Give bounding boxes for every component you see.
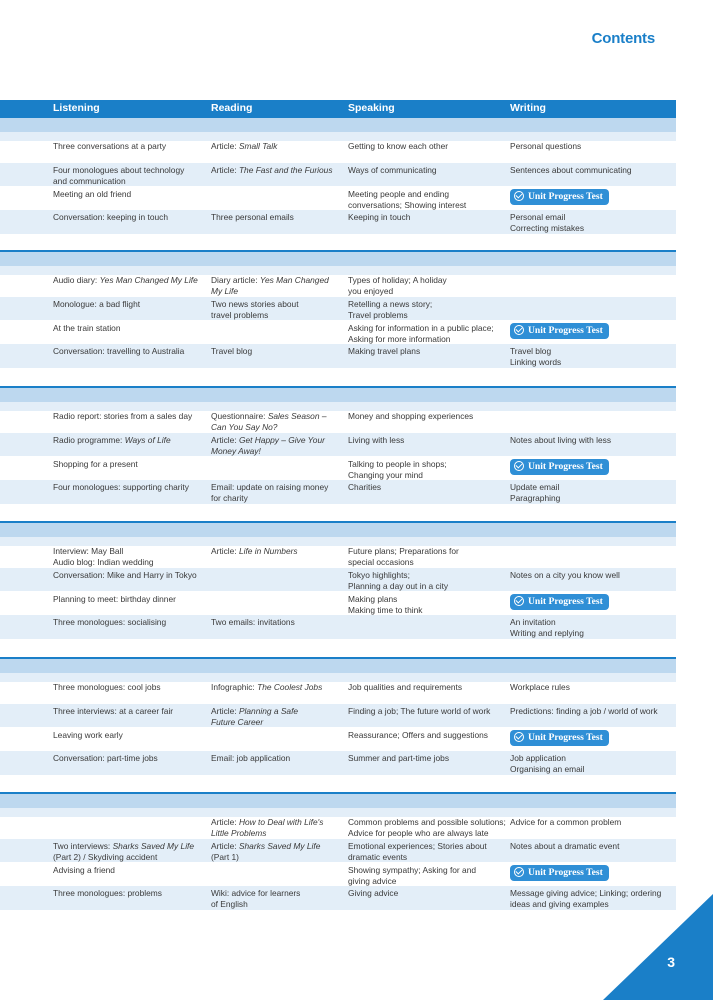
- unit-title-bar: [0, 657, 676, 673]
- header-speaking: Speaking: [348, 102, 395, 114]
- speaking-cell: [348, 323, 506, 345]
- table-row: [0, 839, 676, 862]
- cell-text: Two emails: invitations: [211, 617, 295, 627]
- cell-text: Travel blog: [510, 346, 552, 356]
- cell-text: travel problems: [211, 310, 269, 320]
- cell-text: Charities: [348, 482, 382, 492]
- page-title: Contents: [591, 30, 655, 47]
- italic-title: Can You Say No?: [211, 422, 278, 432]
- unit-title-bar: [0, 250, 676, 266]
- cell-text: [211, 286, 343, 297]
- reading-cell: [211, 435, 343, 457]
- table-row: [0, 751, 676, 775]
- unit-progress-test-badge: [510, 189, 609, 205]
- speaking-cell: [348, 730, 506, 741]
- cell-text: Article: Get Happy – Give Your: [211, 435, 325, 445]
- cell-text: Email: update on raising money: [211, 482, 329, 492]
- table-row: [0, 187, 676, 210]
- writing-cell: [510, 682, 675, 693]
- checkmark-icon: [514, 325, 524, 335]
- italic-title: Money Away!: [211, 446, 261, 456]
- writing-cell: [510, 212, 675, 234]
- listening-cell: [53, 706, 205, 717]
- listening-cell: [53, 594, 205, 605]
- cell-text: Conversation: Mike and Harry in Tokyo: [53, 570, 197, 580]
- cell-text: Changing your mind: [348, 470, 423, 480]
- cell-text: Talking to people in shops;: [348, 459, 447, 469]
- italic-title: Sales Season –: [267, 411, 327, 421]
- cell-text: Finding a job; The future world of work: [348, 706, 491, 716]
- cell-text: Workplace rules: [510, 682, 570, 692]
- cell-text: Common problems and possible solutions;: [348, 817, 506, 827]
- cell-text: Living with less: [348, 435, 405, 445]
- table-row: [0, 273, 676, 296]
- cell-text: Types of holiday; A holiday: [348, 275, 447, 285]
- checkmark-icon: [514, 732, 524, 742]
- unit-progress-test-badge: [510, 594, 609, 610]
- cell-text: Interview: May Ball: [53, 546, 124, 556]
- table-row: [0, 163, 676, 186]
- speaking-cell: [348, 411, 506, 422]
- writing-cell: [510, 594, 675, 610]
- writing-cell: [510, 189, 675, 205]
- unit-progress-test-label: Unit Progress Test: [528, 191, 603, 202]
- cell-text: Retelling a news story;: [348, 299, 433, 309]
- reading-cell: [211, 165, 343, 176]
- cell-text: Advice for people who are always late: [348, 828, 489, 838]
- cell-text: Asking for more information: [348, 334, 451, 344]
- cell-text: Planning a day out in a city: [348, 581, 449, 591]
- speaking-cell: [348, 594, 506, 616]
- listening-cell: [53, 753, 205, 764]
- unit-progress-test-badge: [510, 730, 609, 746]
- table-row: [0, 592, 676, 615]
- speaking-cell: [348, 459, 506, 481]
- cell-text: Article: How to Deal with Life's: [211, 817, 324, 827]
- italic-title: Sharks Saved My Life: [238, 841, 321, 851]
- listening-cell: [53, 141, 205, 152]
- unit-progress-test-badge: [510, 459, 609, 475]
- cell-text: Questionnaire: Sales Season –: [211, 411, 327, 421]
- table-row: [0, 568, 676, 591]
- cell-text: Summer and part-time jobs: [348, 753, 450, 763]
- table-row: [0, 815, 676, 838]
- table-row: [0, 433, 676, 456]
- reading-cell: [211, 546, 343, 557]
- listening-cell: [53, 546, 205, 568]
- header-listening: Listening: [53, 102, 100, 114]
- page-corner-triangle: [603, 894, 713, 1000]
- cell-text: Three monologues: problems: [53, 888, 162, 898]
- cell-text: Three conversations at a party: [53, 141, 167, 151]
- speaking-cell: [348, 570, 506, 592]
- listening-cell: [53, 435, 205, 446]
- writing-cell: [510, 459, 675, 475]
- cell-text: Personal questions: [510, 141, 582, 151]
- cell-text: Notes on a city you know well: [510, 570, 620, 580]
- cell-text: Radio report: stories from a sales day: [53, 411, 193, 421]
- cell-text: Travel problems: [348, 310, 408, 320]
- cell-text: Writing and replying: [510, 628, 584, 638]
- listening-cell: [53, 570, 205, 581]
- speaking-cell: [348, 275, 506, 297]
- table-row: [0, 704, 676, 727]
- listening-cell: [53, 865, 205, 876]
- cell-text: Article: Small Talk: [211, 141, 278, 151]
- cell-text: Three monologues: cool jobs: [53, 682, 161, 692]
- cell-text: Shopping for a present: [53, 459, 138, 469]
- italic-title: Yes Man Changed My Life: [99, 275, 198, 285]
- page-number: 3: [667, 954, 675, 970]
- speaking-cell: [348, 682, 506, 693]
- cell-text: Article: The Fast and the Furious: [211, 165, 333, 175]
- cell-text: Audio blog: Indian wedding: [53, 557, 154, 567]
- writing-cell: [510, 165, 675, 176]
- cell-text: Organising an email: [510, 764, 585, 774]
- cell-text: (Part 1): [211, 852, 239, 862]
- speaking-cell: [348, 435, 506, 446]
- cell-text: Two interviews: Sharks Saved My Life: [53, 841, 195, 851]
- cell-text: (Part 2) / Skydiving accident: [53, 852, 158, 862]
- cell-text: special occasions: [348, 557, 414, 567]
- italic-title: Get Happy – Give Your: [238, 435, 325, 445]
- writing-cell: [510, 706, 675, 717]
- cell-text: Personal email: [510, 212, 566, 222]
- italic-title: Ways of Life: [124, 435, 171, 445]
- italic-title: Sharks Saved My Life: [112, 841, 195, 851]
- table-row: [0, 680, 676, 703]
- writing-cell: [510, 730, 675, 746]
- writing-cell: [510, 570, 675, 581]
- reading-cell: [211, 817, 343, 839]
- speaking-cell: [348, 546, 506, 568]
- listening-cell: [53, 323, 205, 334]
- cell-text: Money and shopping experiences: [348, 411, 474, 421]
- reading-cell: [211, 753, 343, 764]
- cell-text: Job application: [510, 753, 566, 763]
- italic-title: Small Talk: [238, 141, 278, 151]
- listening-cell: [53, 165, 205, 187]
- cell-text: At the train station: [53, 323, 121, 333]
- writing-cell: [510, 753, 675, 775]
- unit-progress-test-badge: [510, 865, 609, 881]
- header-writing: Writing: [510, 102, 546, 114]
- listening-cell: [53, 299, 205, 310]
- cell-text: [211, 422, 343, 433]
- listening-cell: [53, 411, 205, 422]
- table-row: [0, 210, 676, 234]
- unit-title-bar: [0, 792, 676, 808]
- reading-cell: [211, 299, 343, 321]
- cell-text: [211, 717, 343, 728]
- italic-title: Life in Numbers: [238, 546, 298, 556]
- table-row: [0, 139, 676, 162]
- speaking-cell: [348, 141, 506, 152]
- cell-text: Linking words: [510, 357, 562, 367]
- cell-text: Making plans: [348, 594, 398, 604]
- cell-text: Email: job application: [211, 753, 291, 763]
- cell-text: Infographic: The Coolest Jobs: [211, 682, 323, 692]
- cell-text: Correcting mistakes: [510, 223, 585, 233]
- reading-cell: [211, 346, 343, 357]
- cell-text: Keeping in touch: [348, 212, 411, 222]
- italic-title: Future Career: [211, 717, 264, 727]
- listening-cell: [53, 212, 205, 223]
- unit-progress-test-label: Unit Progress Test: [528, 867, 603, 878]
- italic-title: The Fast and the Furious: [238, 165, 333, 175]
- table-header: [0, 100, 676, 117]
- cell-text: Article: Sharks Saved My Life: [211, 841, 321, 851]
- writing-cell: [510, 841, 675, 852]
- checkmark-icon: [514, 596, 524, 606]
- cell-text: [211, 828, 343, 839]
- italic-title: How to Deal with Life's: [238, 817, 324, 827]
- cell-text: Conversation: keeping in touch: [53, 212, 168, 222]
- listening-cell: [53, 841, 205, 863]
- table-row: [0, 615, 676, 639]
- listening-cell: [53, 482, 205, 493]
- header-reading: Reading: [211, 102, 253, 114]
- speaking-cell: [348, 482, 506, 493]
- cell-text: Emotional experiences; Stories about: [348, 841, 487, 851]
- cell-text: [211, 446, 343, 457]
- speaking-cell: [348, 212, 506, 223]
- cell-text: Paragraphing: [510, 493, 561, 503]
- listening-cell: [53, 730, 205, 741]
- cell-text: Four monologues: supporting charity: [53, 482, 189, 492]
- italic-title: The Coolest Jobs: [257, 682, 323, 692]
- writing-cell: [510, 141, 675, 152]
- speaking-cell: [348, 888, 506, 899]
- speaking-cell: [348, 817, 506, 839]
- cell-text: Reassurance; Offers and suggestions: [348, 730, 488, 740]
- cell-text: Tokyo highlights;: [348, 570, 410, 580]
- reading-cell: [211, 617, 343, 628]
- table-row: [0, 457, 676, 480]
- table-row: [0, 886, 676, 910]
- unit-title-bar: [0, 386, 676, 402]
- unit-title-bar: [0, 116, 676, 132]
- speaking-cell: [348, 753, 506, 764]
- cell-text: Conversation: travelling to Australia: [53, 346, 185, 356]
- listening-cell: [53, 459, 205, 470]
- cell-text: Predictions: finding a job / world of work: [510, 706, 658, 716]
- table-row: [0, 728, 676, 751]
- table-row: [0, 344, 676, 368]
- listening-cell: [53, 346, 205, 357]
- speaking-cell: [348, 165, 506, 176]
- cell-text: Meeting people and ending: [348, 189, 450, 199]
- cell-text: Travel blog: [211, 346, 253, 356]
- cell-text: Diary article: Yes Man Changed: [211, 275, 329, 285]
- writing-cell: [510, 865, 675, 881]
- listening-cell: [53, 617, 205, 628]
- italic-title: Planning a Safe: [238, 706, 299, 716]
- cell-text: Leaving work early: [53, 730, 123, 740]
- cell-text: giving advice: [348, 876, 397, 886]
- reading-cell: [211, 411, 343, 433]
- cell-text: Three personal emails: [211, 212, 294, 222]
- cell-text: Giving advice: [348, 888, 399, 898]
- italic-title: Little Problems: [211, 828, 267, 838]
- cell-text: Meeting an old friend: [53, 189, 132, 199]
- speaking-cell: [348, 346, 506, 357]
- cell-text: Three interviews: at a career fair: [53, 706, 174, 716]
- cell-text: Notes about a dramatic event: [510, 841, 620, 851]
- cell-text: Getting to know each other: [348, 141, 449, 151]
- cell-text: of English: [211, 899, 248, 909]
- cell-text: An invitation: [510, 617, 556, 627]
- speaking-cell: [348, 841, 506, 863]
- table-row: [0, 321, 676, 344]
- cell-text: Asking for information in a public place;: [348, 323, 494, 333]
- reading-cell: [211, 706, 343, 728]
- unit-progress-test-label: Unit Progress Test: [528, 461, 603, 472]
- cell-text: conversations; Showing interest: [348, 200, 467, 210]
- listening-cell: [53, 275, 205, 286]
- cell-text: Sentences about communicating: [510, 165, 632, 175]
- writing-cell: [510, 435, 675, 446]
- cell-text: dramatic events: [348, 852, 408, 862]
- speaking-cell: [348, 189, 506, 211]
- checkmark-icon: [514, 867, 524, 877]
- cell-text: Update email: [510, 482, 560, 492]
- reading-cell: [211, 482, 343, 504]
- cell-text: Three monologues: socialising: [53, 617, 167, 627]
- listening-cell: [53, 189, 205, 200]
- speaking-cell: [348, 706, 506, 717]
- listening-cell: [53, 682, 205, 693]
- cell-text: Planning to meet: birthday dinner: [53, 594, 176, 604]
- cell-text: Showing sympathy; Asking for and: [348, 865, 477, 875]
- writing-cell: [510, 817, 675, 828]
- checkmark-icon: [514, 191, 524, 201]
- table-row: [0, 544, 676, 567]
- writing-cell: [510, 617, 675, 639]
- cell-text: Article: Planning a Safe: [211, 706, 299, 716]
- writing-cell: [510, 323, 675, 339]
- unit-progress-test-label: Unit Progress Test: [528, 325, 603, 336]
- cell-text: Four monologues about technology: [53, 165, 185, 175]
- reading-cell: [211, 275, 343, 297]
- cell-text: Article: Life in Numbers: [211, 546, 298, 556]
- cell-text: Ways of communicating: [348, 165, 437, 175]
- cell-text: Making time to think: [348, 605, 423, 615]
- cell-text: Audio diary: Yes Man Changed My Life: [53, 275, 198, 285]
- cell-text: you enjoyed: [348, 286, 394, 296]
- cell-text: Radio programme: Ways of Life: [53, 435, 171, 445]
- table-row: [0, 297, 676, 320]
- listening-cell: [53, 888, 205, 899]
- unit-progress-test-label: Unit Progress Test: [528, 732, 603, 743]
- reading-cell: [211, 212, 343, 223]
- unit-title-bar: [0, 521, 676, 537]
- speaking-cell: [348, 299, 506, 321]
- cell-text: Notes about living with less: [510, 435, 612, 445]
- reading-cell: [211, 841, 343, 863]
- table-row: [0, 480, 676, 504]
- cell-text: Making travel plans: [348, 346, 421, 356]
- cell-text: Conversation: part-time jobs: [53, 753, 158, 763]
- cell-text: Advising a friend: [53, 865, 115, 875]
- cell-text: ideas and giving examples: [510, 899, 609, 909]
- table-row: [0, 863, 676, 886]
- unit-progress-test-label: Unit Progress Test: [528, 596, 603, 607]
- reading-cell: [211, 141, 343, 152]
- checkmark-icon: [514, 461, 524, 471]
- table-row: [0, 409, 676, 432]
- writing-cell: [510, 482, 675, 504]
- unit-progress-test-badge: [510, 323, 609, 339]
- cell-text: Two news stories about: [211, 299, 299, 309]
- cell-text: Advice for a common problem: [510, 817, 622, 827]
- reading-cell: [211, 888, 343, 910]
- reading-cell: [211, 682, 343, 693]
- cell-text: Monologue: a bad flight: [53, 299, 141, 309]
- cell-text: Job qualities and requirements: [348, 682, 463, 692]
- speaking-cell: [348, 865, 506, 887]
- cell-text: Message giving advice; Linking; ordering: [510, 888, 662, 898]
- cell-text: and communication: [53, 176, 126, 186]
- italic-title: Yes Man Changed: [259, 275, 329, 285]
- cell-text: for charity: [211, 493, 248, 503]
- cell-text: Future plans; Preparations for: [348, 546, 459, 556]
- cell-text: Wiki: advice for learners: [211, 888, 301, 898]
- writing-cell: [510, 346, 675, 368]
- italic-title: My Life: [211, 286, 238, 296]
